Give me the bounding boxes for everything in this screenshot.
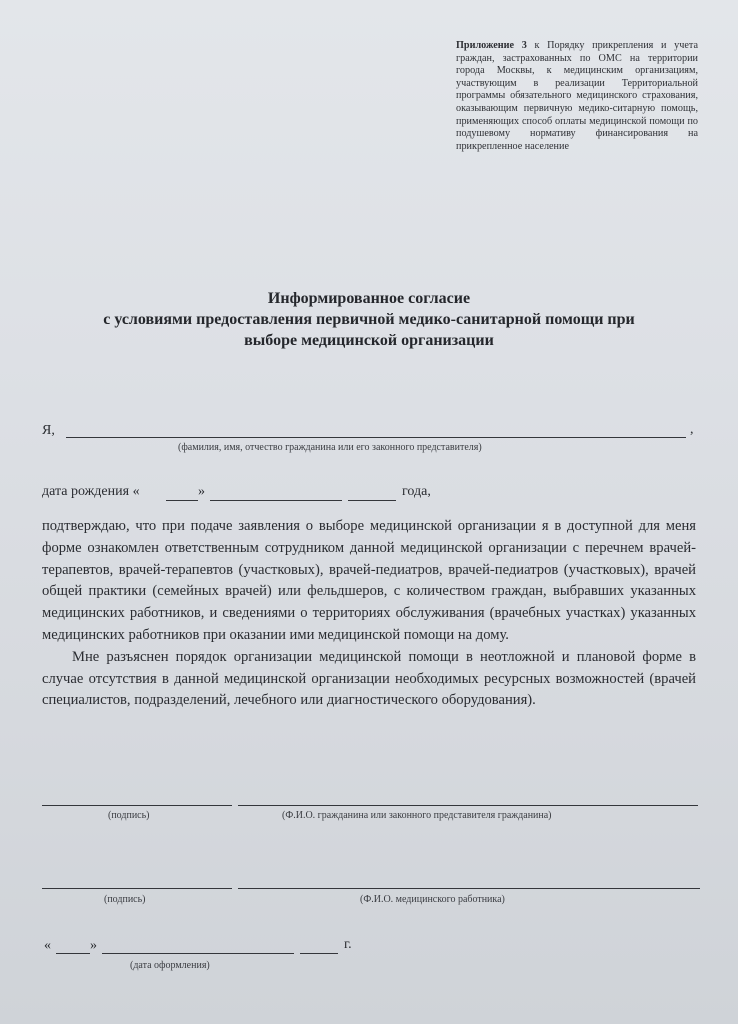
- consent-body: [42, 516, 696, 712]
- appendix-note: [456, 40, 698, 153]
- consent-paragraph-2: Мне разъяснен порядок организации медицинской помощи в неотложной и плановой форме в случае отсутствия в данной медицинской организации необходимых ресурсных возможностей (врачей специалистов, подразделений, лечебного или диагностического оборудования).: [42, 648, 696, 709]
- date-open-quote: «: [44, 938, 51, 953]
- identity-caption: (фамилия, имя, отчество гражданина или его законного представителя): [178, 442, 482, 453]
- birth-day-line[interactable]: [166, 500, 198, 501]
- appendix-lead: Приложение 3: [456, 40, 527, 51]
- identity-suffix: ,: [690, 422, 694, 437]
- title-line-1: Информированное согласие: [267, 290, 471, 307]
- date-caption: (дата оформления): [130, 960, 210, 971]
- birth-year-line[interactable]: [348, 500, 396, 501]
- title-line-3: выборе медицинской организации: [244, 332, 494, 349]
- citizen-name-line[interactable]: [238, 805, 698, 806]
- citizen-signature-line[interactable]: [42, 805, 232, 806]
- citizen-name-caption: (Ф.И.О. гражданина или законного представителя гражданина): [282, 810, 552, 821]
- date-day-line[interactable]: [56, 953, 90, 954]
- consent-paragraph-1: подтверждаю, что при подаче заявления о выборе медицинской организации я в доступной для меня форме ознакомлен ответственным сотрудником данной медицинской организации с перечнем врачей-терапевтов, врачей-терапевтов (участковых), врачей-педиатров, врачей-педиатров (участковых), врачей общей практики (семейных врачей) или фельдшеров, с количеством граждан, выбравших указанных медицинских работников, и сведениями о территориях обслуживания (врачебных участках) указанных медицинских работников при оказании ими медицинской помощи на дому.: [42, 518, 696, 643]
- appendix-text: к Порядку прикрепления и учета граждан, застрахованных по ОМС на территории города Москвы, к медицинским организациям, участвующим в реализации Территориальной программы обязательного медицинского страхования, оказывающим первичную медико-ситарную помощь, применяющих способ оплаты медицинской помощи по подушевому нормативу финансирования на прикрепленное население: [456, 40, 698, 152]
- birth-prefix: дата рождения «: [42, 484, 140, 499]
- date-close-quote: »: [90, 938, 97, 953]
- identity-prefix: Я,: [42, 423, 55, 438]
- identity-fill-line[interactable]: [66, 437, 686, 438]
- worker-name-line[interactable]: [238, 888, 700, 889]
- worker-signature-line[interactable]: [42, 888, 232, 889]
- date-suffix: г.: [344, 937, 352, 952]
- date-year-line[interactable]: [300, 953, 338, 954]
- date-month-line[interactable]: [102, 953, 294, 954]
- birth-mid: »: [198, 484, 205, 499]
- worker-name-caption: (Ф.И.О. медицинского работника): [360, 894, 505, 905]
- birth-suffix: года,: [402, 484, 431, 499]
- citizen-signature-caption: (подпись): [108, 810, 150, 821]
- worker-signature-caption: (подпись): [104, 894, 146, 905]
- title-line-2: с условиями предоставления первичной медико-санитарной помощи при: [103, 311, 635, 328]
- document-title: [20, 288, 718, 351]
- birth-month-line[interactable]: [210, 500, 342, 501]
